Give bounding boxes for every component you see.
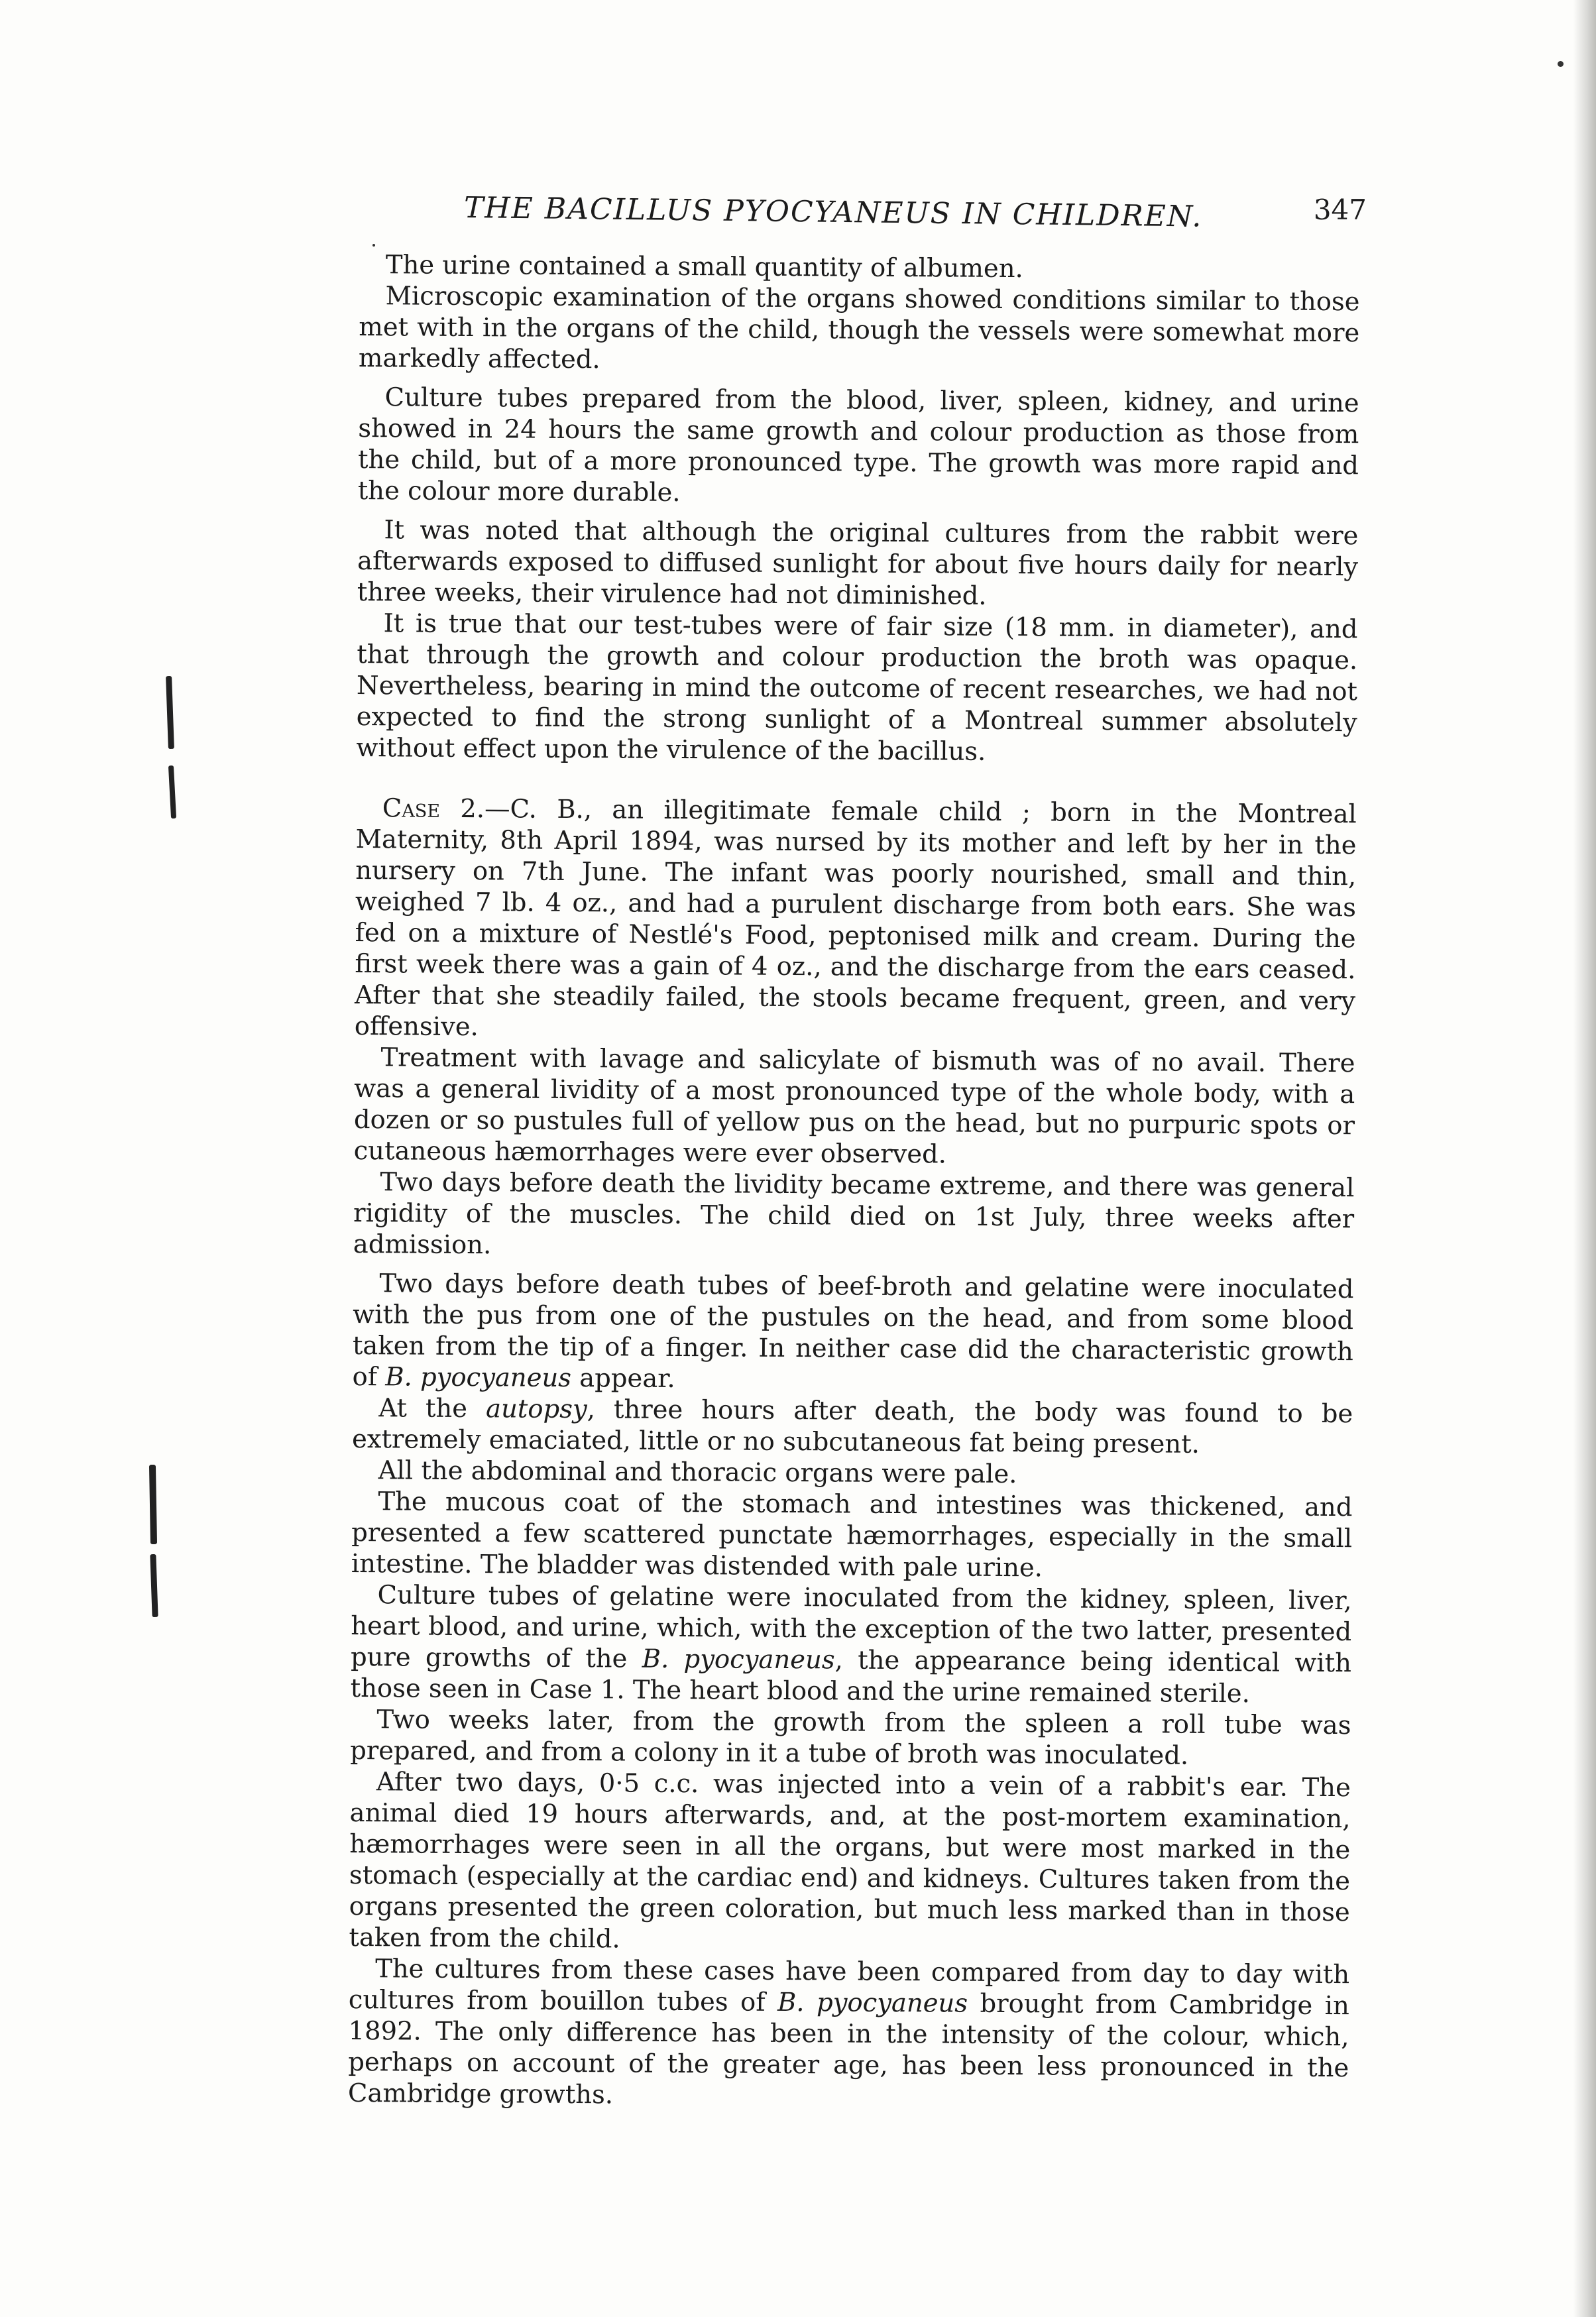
species-name: B. pyocyaneus	[385, 1362, 572, 1393]
body-text	[348, 249, 1360, 2115]
case-text: —C. B., an illegitimate female child ; born in the Montreal Maternity, 8th April 1894, was nursed by its mother and left by her in the nursery on 7th June. The infant was poorly nourished, small and thin, weighed 7 lb. 4 oz., and had a purulent discharge from both ears. She was fed on a mixture of Nestlé's Food, peptonised milk and cream. During the first week there was a gain of 4 oz., and the discharge from the ears ceased. After that she steadily failed, the stools became frequent, green, and very offensive.	[354, 794, 1357, 1043]
running-title: THE BACILLUS PYOCYANEUS IN CHILDREN.	[463, 191, 1203, 234]
paragraph: All the abdominal and thoracic organs were pale.	[378, 1455, 1017, 1490]
case-paragraph	[355, 793, 1357, 1048]
text-run: The cultures from these cases have been compared from day to day with cultures from bouillon tubes of	[348, 1954, 1350, 2017]
margin-mark	[149, 1465, 157, 1544]
paragraph: It is true that our test-tubes were of fair size (18 mm. in diameter), and that through the growth and colour production the broth was opaque. Nevertheless, bearing in mind the outcome of recent researches, we had not expected to find the strong sunlight of a Montreal summer absolutely without effect upon the virulence of the bacillus.	[356, 608, 1358, 767]
text-run: Culture tubes of gelatine were inoculated from the kidney, spleen, liver, heart blood, and urine, which, with the exception of the two latter, presented pure growths of the	[350, 1580, 1352, 1674]
species-name: B. pyocyaneus	[777, 1987, 968, 2019]
speck	[372, 244, 375, 247]
text-run: brought from Cambridge in 1892. The only difference has been in the intensity of the colour, which, perhaps on account of the greater age, has been less pronounced in the Cambridge growths.	[347, 1988, 1349, 2110]
species-name: B. pyocyaneus	[642, 1644, 835, 1675]
page-number: 347	[1313, 194, 1367, 226]
paragraph: After two days, 0·5 c.c. was injected into a vein of a rabbit's ear. The animal died 19 hours afterwards, and, at the post-mortem examination, hæmorrhages were seen in all the organs, but were most marked in the stomach (especially at the cardiac end) and kidneys. Cultures taken from the organs presented the green coloration, but much less marked than in those taken from the child.	[349, 1767, 1351, 1954]
italic-term: autopsy	[485, 1394, 587, 1425]
paragraph	[352, 1392, 1353, 1461]
text-run: , three hours after death, the body was found to be extremely emaciated, little or no subcutaneous fat being present.	[351, 1394, 1353, 1459]
text-run: appear.	[571, 1363, 675, 1394]
paragraph	[352, 1268, 1353, 1398]
paragraph: The mucous coat of the stomach and intestines was thickened, and presented a few scattered punctate hæmorrhages, especially in the small intestine. The bladder was distended with pale urine.	[351, 1487, 1353, 1583]
paragraph: Microscopic examination of the organs showed conditions similar to those met with in the organs of the child, though the vessels were somewhat more markedly affected.	[358, 281, 1360, 375]
speck	[1558, 61, 1564, 67]
paragraph: The urine contained a small quantity of albumen.	[385, 250, 1023, 284]
page-header	[463, 191, 1367, 234]
text-run: Two days before death tubes of beef-broth and gelatine were inoculated with the pus from one of the pustules on the head, and from some blood taken from the tip of a finger. In neither case did the characteristic growth of	[352, 1269, 1354, 1392]
page-edge-shadow	[1573, 0, 1596, 2317]
text-run: , the appearance being identical with those seen in Case 1. The heart blood and the urine remained sterile.	[350, 1645, 1352, 1709]
paragraph: Two days before death the lividity became extreme, and there was general rigidity of the muscles. The child died on 1st July, three weeks after admission.	[353, 1167, 1355, 1261]
case-label: Case 2.	[382, 793, 485, 824]
paragraph: Culture tubes prepared from the blood, liver, spleen, kidney, and urine showed in 24 hours the same growth and colour production as those from the child, but of a more pronounced type. The growth was more rapid and the colour more durable.	[357, 382, 1359, 508]
text-run: At the	[378, 1393, 486, 1424]
margin-mark	[150, 1554, 158, 1617]
margin-mark	[166, 676, 174, 749]
paragraph	[348, 1953, 1349, 2115]
paragraph: It was noted that although the original cultures from the rabbit were afterwards exposed to diffused sunlight for about five hours daily for nearly three weeks, their virulence had not diminished.	[357, 515, 1359, 611]
margin-mark	[168, 765, 176, 819]
paragraph: Two weeks later, from the growth from the spleen a roll tube was prepared, and from a colony in it a tube of broth was inoculated.	[350, 1705, 1351, 1771]
paragraph	[351, 1579, 1352, 1710]
paragraph: Treatment with lavage and salicylate of bismuth was of no avail. There was a general lividity of a most pronounced type of the whole body, with a dozen or so pustules full of yellow pus on the head, but no purpuric spots or cutaneous hæmorrhages were ever observed.	[353, 1043, 1355, 1170]
